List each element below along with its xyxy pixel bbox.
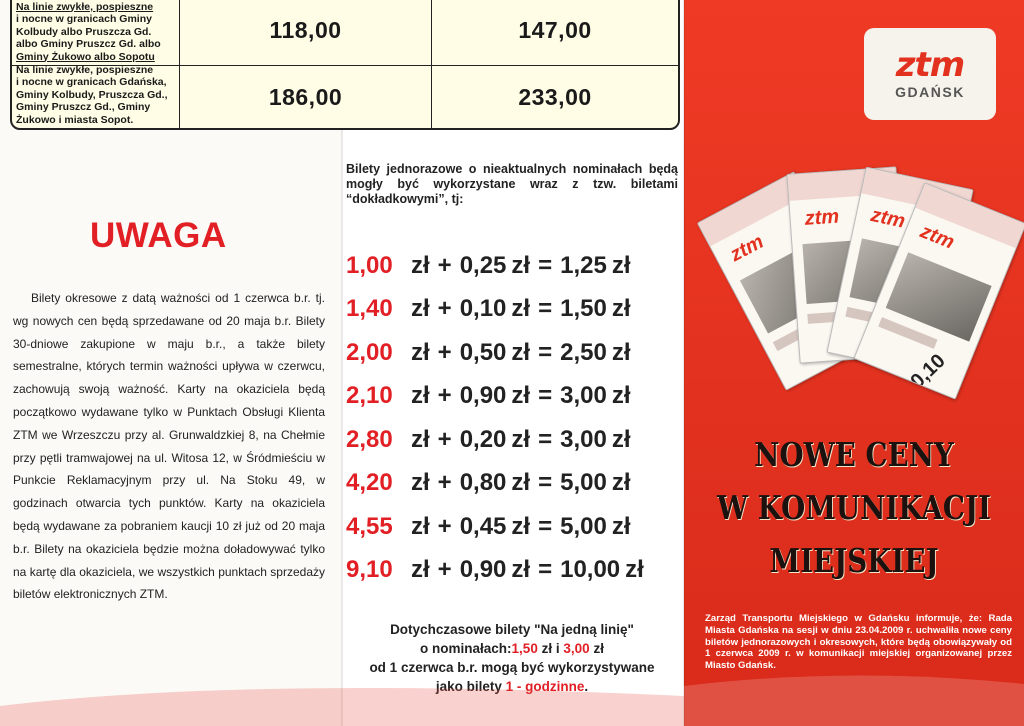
unit: zł bbox=[411, 382, 430, 410]
old-value: 2,80 bbox=[346, 425, 393, 453]
middle-footer bbox=[346, 620, 678, 696]
footer-prefix: o nominałach: bbox=[420, 641, 512, 656]
extra-value: 0,80 bbox=[459, 469, 507, 497]
unit: zł bbox=[511, 469, 531, 497]
unit: zł bbox=[511, 556, 531, 584]
fare-table bbox=[10, 0, 680, 130]
footer-unit-2: zł bbox=[593, 641, 604, 656]
footer-prefix-4: jako bilety bbox=[435, 679, 502, 694]
footer-line-1: Dotychczasowe bilety "Na jedną linię" bbox=[390, 622, 634, 637]
footer-highlight: 1 - godzinne bbox=[505, 679, 585, 694]
description-line: Gminy Żukowo albo Sopotu bbox=[16, 50, 155, 63]
extra-value: 0,90 bbox=[459, 556, 507, 584]
description-line: Gminy Pruszcz Gd., Gminy bbox=[16, 101, 151, 113]
unit: zł bbox=[411, 251, 430, 279]
equals-sign: = bbox=[538, 295, 553, 323]
plus-sign: + bbox=[437, 469, 452, 497]
fare-row-2-price-b: 233,00 bbox=[518, 83, 592, 110]
old-value: 9,10 bbox=[346, 556, 393, 584]
unit: zł bbox=[611, 338, 631, 366]
uwaga-heading: UWAGA bbox=[90, 216, 227, 255]
unit: zł bbox=[611, 512, 631, 540]
ticket-combination bbox=[346, 375, 678, 419]
headline-line: NOWE CENY bbox=[754, 435, 954, 474]
unit: zł bbox=[411, 469, 430, 497]
description-line: i nocne w granicach Gminy bbox=[16, 13, 152, 25]
ticket-fan-illustration bbox=[705, 150, 1015, 410]
footer-line-3: od 1 czerwca b.r. mogą być wykorzystywane bbox=[369, 660, 655, 675]
equals-sign: = bbox=[538, 556, 553, 584]
description-line: Gminy Kolbudy, Pruszcza Gd., bbox=[16, 88, 168, 101]
ztm-logo-text: ztm bbox=[895, 45, 965, 85]
unit: zł bbox=[511, 295, 531, 323]
old-value: 1,40 bbox=[346, 295, 393, 323]
ticket-image: ztm bbox=[826, 167, 973, 376]
fare-row-1-price-b: 147,00 bbox=[432, 0, 678, 66]
headline-line: W KOMUNIKACJI bbox=[716, 488, 992, 527]
plus-sign: + bbox=[437, 338, 452, 366]
equals-sign: = bbox=[538, 338, 553, 366]
total-value: 5,00 bbox=[560, 469, 607, 497]
total-value: 3,00 bbox=[560, 382, 607, 410]
extra-value: 0,45 bbox=[459, 512, 507, 540]
total-value: 1,25 bbox=[560, 251, 607, 279]
unit: zł bbox=[611, 251, 631, 279]
ticket-combination bbox=[346, 505, 678, 549]
description-line: Kolbudy albo Pruszcza Gd. bbox=[16, 25, 152, 38]
plus-sign: + bbox=[437, 251, 452, 279]
ticket-combination bbox=[346, 331, 678, 375]
total-value: 2,50 bbox=[560, 338, 607, 366]
unit: zł bbox=[611, 469, 631, 497]
headline bbox=[711, 428, 997, 587]
footer-value-2: 3,00 bbox=[563, 641, 590, 656]
ticket-combination bbox=[346, 244, 678, 288]
fare-row-2-description bbox=[12, 63, 180, 128]
ticket-combination bbox=[346, 418, 678, 462]
unit: zł bbox=[411, 338, 430, 366]
extra-value: 0,25 bbox=[459, 251, 507, 279]
footer-value-1: 1,50 bbox=[511, 641, 538, 656]
description-line: Żukowo i miasta Sopot. bbox=[16, 113, 134, 126]
unit: zł bbox=[611, 382, 631, 410]
plus-sign: + bbox=[437, 295, 452, 323]
unit: zł bbox=[511, 251, 531, 279]
equals-sign: = bbox=[538, 469, 553, 497]
ticket-combination bbox=[346, 549, 678, 593]
plus-sign: + bbox=[437, 556, 452, 584]
plus-sign: + bbox=[437, 382, 452, 410]
unit: zł bbox=[411, 512, 430, 540]
unit: zł bbox=[625, 556, 644, 584]
extra-value: 0,50 bbox=[459, 338, 507, 366]
old-value: 1,00 bbox=[346, 251, 393, 279]
ztm-logo bbox=[864, 28, 996, 120]
unit: zł bbox=[411, 556, 430, 584]
unit: zł bbox=[411, 295, 430, 323]
ticket-combination-list bbox=[346, 244, 678, 592]
footer-line-4 bbox=[346, 677, 678, 696]
description-line: Na linie zwykłe, pospieszne bbox=[16, 0, 154, 13]
equals-sign: = bbox=[538, 425, 553, 453]
ticket-combination bbox=[346, 288, 678, 332]
extra-value: 0,20 bbox=[459, 425, 507, 453]
description-line: albo Gminy Pruszcz Gd. albo bbox=[16, 38, 161, 50]
unit: zł bbox=[511, 338, 531, 366]
unit: zł bbox=[511, 425, 531, 453]
equals-sign: = bbox=[538, 251, 553, 279]
old-value: 4,55 bbox=[346, 512, 393, 540]
notice-text: Bilety okresowe z datą ważności od 1 czerwca b.r. tj. wg nowych cen będą sprzedawane od 20 maja b.r. Bilety 30-dniowe zakupione w maju b.r., a także bilety semestralne, których termin ważności upływa w czerwcu, zachowują swoją ważność. Karty na okaziciela będą początkowo wydawane tylko w Punktach Obsługi Klienta ZTM we Wrzeszczu przy al. Grunwaldzkiej 8, na Chełmie przy pętli tramwajowej na ul. Witosa 12, w Śródmieściu w Punkcie Reklamacyjnym przy ul. Na Stoku 49, w godzinach otwarcia tych punktów. Karty na okaziciela będą wydawane za pobraniem kaucji 10 zł już od 20 maja b.r. Bilety na okaziciela będzie można doładowywać tylko na kartę dla okaziciela, we wszystkich punktach sprzedaży biletów elektronicznych ZTM. bbox=[13, 291, 325, 602]
plus-sign: + bbox=[437, 425, 452, 453]
unit: zł bbox=[411, 425, 430, 453]
unit: zł bbox=[511, 382, 531, 410]
middle-intro: Bilety jednorazowe o nieaktualnych nominałach będą mogły być wykorzystane wraz z tzw. biletami “dokładkowymi”, tj: bbox=[346, 162, 678, 206]
extra-value: 0,10 bbox=[459, 295, 507, 323]
fare-row-2-price-a: 186,00 bbox=[180, 66, 432, 128]
equals-sign: = bbox=[538, 512, 553, 540]
info-text: Zarząd Transportu Miejskiego w Gdańsku informuje, że: Rada Miasta Gdańska na sesji w dniu 23.04.2009 r. uchwaliła nowe ceny biletów jednorazowych i okresowych, które będą obowiązywały od 1 czerwca 2009 r. w komunikacji miejskiej organizowanej przez Miasto Gdańsk. bbox=[705, 613, 1012, 672]
footer-line-2 bbox=[346, 639, 678, 658]
unit: zł bbox=[611, 295, 631, 323]
total-value: 3,00 bbox=[560, 425, 607, 453]
extra-value: 0,90 bbox=[459, 382, 507, 410]
fare-row-1-description bbox=[12, 0, 180, 66]
plus-sign: + bbox=[437, 512, 452, 540]
fold-line bbox=[683, 0, 685, 726]
old-value: 2,10 bbox=[346, 382, 393, 410]
description-line: i nocne w granicach Gdańska, bbox=[16, 76, 167, 88]
footer-connector: i bbox=[555, 641, 560, 656]
old-value: 2,00 bbox=[346, 338, 393, 366]
ztm-logo-city: GDAŃSK bbox=[895, 84, 965, 100]
ticket-image: ztm bbox=[697, 171, 883, 390]
footer-suffix: . bbox=[584, 679, 589, 694]
description-line: Na linie zwykłe, pospieszne bbox=[16, 63, 154, 76]
ticket-combination bbox=[346, 462, 678, 506]
total-value: 10,00 bbox=[560, 556, 621, 584]
equals-sign: = bbox=[538, 382, 553, 410]
headline-line: MIEJSKIEJ bbox=[769, 541, 939, 580]
footer-unit-1: zł bbox=[541, 641, 553, 656]
ticket-image: ztm 0,10 bbox=[853, 182, 1024, 399]
old-value: 4,20 bbox=[346, 469, 393, 497]
total-value: 1,50 bbox=[560, 295, 607, 323]
unit: zł bbox=[611, 425, 631, 453]
ticket-image: ztm bbox=[787, 166, 910, 363]
ticket-value: 0,10 bbox=[906, 349, 950, 393]
unit: zł bbox=[511, 512, 531, 540]
fare-row-1-price-a: 118,00 bbox=[180, 0, 432, 66]
total-value: 5,00 bbox=[560, 512, 607, 540]
